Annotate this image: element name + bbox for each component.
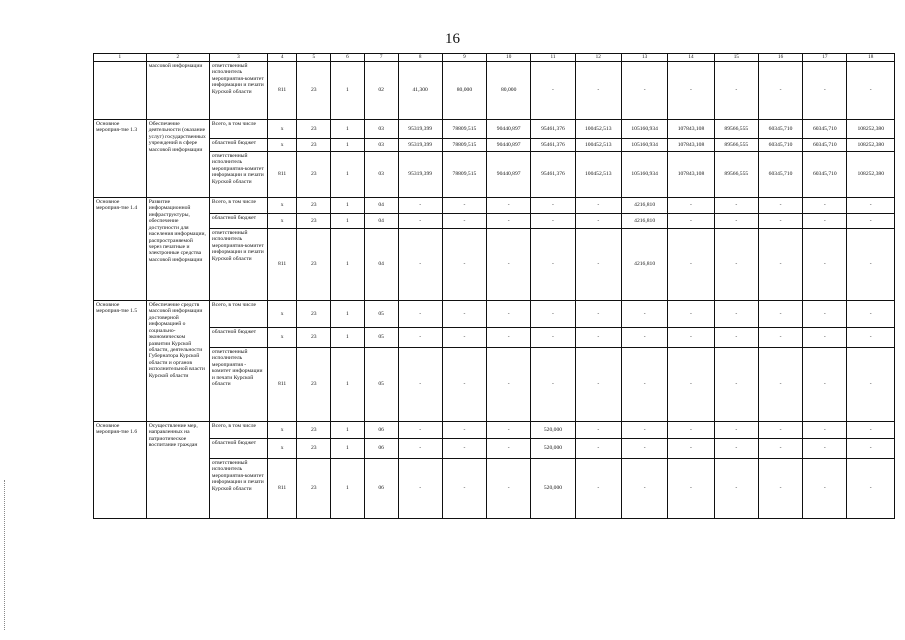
measure-code-cell: Основное мероприя-тие 1.3 [94,120,147,198]
value-cell: - [714,198,758,214]
value-cell: - [398,198,442,214]
value-cell: 95461,376 [531,120,575,139]
value-cell: - [531,328,575,348]
value-cell: 1 [331,120,365,139]
value-cell: 1 [331,152,365,198]
value-cell: 811 [267,62,297,120]
value-cell: - [621,62,667,120]
value-cell: - [575,439,621,459]
value-cell: - [442,198,486,214]
value-cell: 60345,710 [803,120,847,139]
value-cell: - [487,459,531,519]
value-cell: 1 [331,348,365,422]
value-cell: 04 [364,229,398,301]
value-cell: 1 [331,459,365,519]
table-row [94,120,895,139]
source-cell: Всего, в том числе [209,301,267,328]
value-cell: - [442,439,486,459]
value-cell: 107843,108 [668,152,714,198]
value-cell: - [668,348,714,422]
value-cell: - [621,422,667,439]
value-cell: 89566,555 [714,120,758,139]
value-cell: 04 [364,214,398,229]
measure-title-cell: Обеспечение средств массовой информации достоверной информацией о социально-экономическом развитии Курской области, деятельности Губернатора Курской области и органов исполнительной власти Курской области [146,301,209,422]
value-cell: 80,000 [487,62,531,120]
column-number: 18 [847,54,895,62]
value-cell: - [758,348,802,422]
value-cell: 04 [364,198,398,214]
value-cell: - [758,328,802,348]
value-cell: 23 [297,62,331,120]
value-cell: 06 [364,422,398,439]
value-cell: - [531,301,575,328]
column-number: 16 [758,54,802,62]
value-cell: - [398,348,442,422]
value-cell: - [668,229,714,301]
value-cell: - [575,214,621,229]
value-cell: 23 [297,214,331,229]
source-cell: ответственный исполнитель мероприятия-комитет информации и печати Курской области [209,459,267,519]
value-cell: - [803,328,847,348]
value-cell: - [803,439,847,459]
value-cell: - [847,348,895,422]
value-cell: 05 [364,301,398,328]
value-cell: - [487,328,531,348]
column-number-row [94,54,895,62]
column-number: 9 [442,54,486,62]
source-cell: областной бюджет [209,439,267,459]
column-number: 2 [146,54,209,62]
value-cell: 06 [364,439,398,459]
value-cell: x [267,328,297,348]
value-cell: 100452,513 [575,120,621,139]
source-cell: Всего, в том числе [209,120,267,139]
source-cell: областной бюджет [209,328,267,348]
value-cell: - [668,328,714,348]
budget-table [93,53,895,519]
value-cell: - [621,301,667,328]
value-cell: 23 [297,422,331,439]
value-cell: 23 [297,301,331,328]
value-cell: 95461,376 [531,139,575,152]
value-cell: - [803,422,847,439]
value-cell: 107843,108 [668,120,714,139]
value-cell: - [758,229,802,301]
value-cell: x [267,422,297,439]
value-cell: - [487,348,531,422]
value-cell: 90440,897 [487,152,531,198]
value-cell: 108252,380 [847,152,895,198]
value-cell: 60345,710 [758,152,802,198]
value-cell: 03 [364,139,398,152]
column-number: 6 [331,54,365,62]
value-cell: - [803,62,847,120]
table-row [94,139,895,152]
value-cell: 1 [331,301,365,328]
value-cell: 105160,934 [621,139,667,152]
value-cell: - [442,422,486,439]
value-cell: - [398,422,442,439]
value-cell: - [714,328,758,348]
measure-title-cell: Развитие информационной инфраструктуры, обеспечение доступности для населения информации, распространяемой через печатные и электронные средства массовой информации [146,198,209,301]
value-cell: 1 [331,62,365,120]
value-cell: - [575,198,621,214]
measure-code-cell [94,62,147,120]
source-cell: ответственный исполнитель мероприятия-комитет информации и печати Курской области [209,62,267,120]
value-cell: 107843,108 [668,139,714,152]
value-cell: 4216,810 [621,229,667,301]
value-cell: - [621,439,667,459]
value-cell: - [487,422,531,439]
value-cell: 23 [297,198,331,214]
measure-code-cell: Основное мероприя-тие 1.4 [94,198,147,301]
value-cell: - [575,62,621,120]
value-cell: - [531,214,575,229]
value-cell: - [575,348,621,422]
value-cell: 105160,934 [621,152,667,198]
column-number: 12 [575,54,621,62]
value-cell: 108252,380 [847,120,895,139]
table-row [94,459,895,519]
value-cell: - [758,62,802,120]
measure-title-cell: массовой информации [146,62,209,120]
value-cell: - [714,229,758,301]
value-cell: - [714,439,758,459]
value-cell: x [267,120,297,139]
column-number: 3 [209,54,267,62]
value-cell: 23 [297,439,331,459]
value-cell: - [668,214,714,229]
value-cell: 60345,710 [803,152,847,198]
value-cell: - [621,328,667,348]
value-cell: - [803,348,847,422]
value-cell: 90440,897 [487,120,531,139]
table-row [94,198,895,214]
measure-code-cell: Основное мероприя-тие 1.5 [94,301,147,422]
value-cell: 78809,515 [442,120,486,139]
value-cell: x [267,139,297,152]
value-cell: 520,000 [531,459,575,519]
value-cell: 105160,934 [621,120,667,139]
value-cell: 1 [331,422,365,439]
value-cell: 95319,399 [398,152,442,198]
value-cell: 811 [267,152,297,198]
value-cell: 23 [297,229,331,301]
value-cell: - [714,214,758,229]
value-cell: - [487,214,531,229]
source-cell: областной бюджет [209,139,267,152]
value-cell: 02 [364,62,398,120]
value-cell: - [398,459,442,519]
value-cell: x [267,301,297,328]
value-cell: - [442,459,486,519]
value-cell: 89566,555 [714,139,758,152]
value-cell: - [442,328,486,348]
column-number: 11 [531,54,575,62]
value-cell: - [442,229,486,301]
value-cell: x [267,198,297,214]
value-cell: 95319,399 [398,139,442,152]
value-cell: 90440,897 [487,139,531,152]
value-cell: 41,300 [398,62,442,120]
value-cell: 4216,810 [621,198,667,214]
value-cell: - [668,301,714,328]
value-cell: 23 [297,328,331,348]
value-cell: 03 [364,152,398,198]
value-cell: - [531,198,575,214]
value-cell: - [531,229,575,301]
value-cell: 06 [364,459,398,519]
table-row [94,229,895,301]
value-cell: - [803,229,847,301]
value-cell: - [575,328,621,348]
value-cell: - [847,301,895,328]
value-cell: - [668,422,714,439]
value-cell: - [575,422,621,439]
value-cell: 23 [297,120,331,139]
column-number: 1 [94,54,147,62]
value-cell: - [758,439,802,459]
value-cell: - [803,459,847,519]
value-cell: - [758,459,802,519]
value-cell: 1 [331,439,365,459]
value-cell: 1 [331,229,365,301]
table-row [94,214,895,229]
value-cell: 60345,710 [758,120,802,139]
value-cell: 03 [364,120,398,139]
table-row [94,62,895,120]
value-cell: - [714,62,758,120]
value-cell: - [668,198,714,214]
value-cell: - [847,328,895,348]
column-number: 4 [267,54,297,62]
value-cell: 108252,380 [847,139,895,152]
value-cell: 520,000 [531,422,575,439]
value-cell: - [442,214,486,229]
value-cell: 80,000 [442,62,486,120]
value-cell: 811 [267,348,297,422]
value-cell: - [668,459,714,519]
column-number: 17 [803,54,847,62]
table-row [94,439,895,459]
value-cell: - [531,62,575,120]
value-cell: - [575,229,621,301]
value-cell: - [714,422,758,439]
value-cell: 1 [331,214,365,229]
value-cell: - [803,198,847,214]
value-cell: - [398,229,442,301]
value-cell: - [621,348,667,422]
value-cell: 78809,515 [442,139,486,152]
column-number: 15 [714,54,758,62]
measure-title-cell: Осуществление мер, направленных на патриотическое воспитание граждан [146,422,209,519]
value-cell: 1 [331,139,365,152]
value-cell: 1 [331,198,365,214]
value-cell: - [803,301,847,328]
value-cell: 23 [297,459,331,519]
value-cell: 100452,513 [575,152,621,198]
column-number: 10 [487,54,531,62]
value-cell: - [621,459,667,519]
value-cell: - [714,459,758,519]
value-cell: - [758,301,802,328]
value-cell: 23 [297,152,331,198]
value-cell: - [847,439,895,459]
margin-rule [4,480,6,630]
measure-title-cell: Обеспечение деятельности (оказание услуг) государственных учреждений в сфере массовой информации [146,120,209,198]
source-cell: Всего, в том числе [209,198,267,214]
table-row [94,152,895,198]
value-cell: x [267,214,297,229]
value-cell: - [442,301,486,328]
column-number: 7 [364,54,398,62]
table-row [94,328,895,348]
value-cell: 60345,710 [758,139,802,152]
value-cell: 23 [297,348,331,422]
column-number: 8 [398,54,442,62]
value-cell: - [487,439,531,459]
value-cell: 1 [331,328,365,348]
value-cell: - [398,214,442,229]
value-cell: 05 [364,348,398,422]
value-cell: - [758,198,802,214]
source-cell: ответственный исполнитель мероприятия - комитет информации и печати Курской области [209,348,267,422]
value-cell: - [847,198,895,214]
value-cell: 95461,376 [531,152,575,198]
value-cell: - [487,229,531,301]
value-cell: - [531,348,575,422]
value-cell: x [267,439,297,459]
value-cell: 811 [267,229,297,301]
value-cell: - [847,229,895,301]
value-cell: - [758,214,802,229]
value-cell: 78809,515 [442,152,486,198]
value-cell: - [847,62,895,120]
value-cell: - [847,422,895,439]
value-cell: - [398,439,442,459]
source-cell: ответственный исполнитель мероприятия-комитет информации и печати Курской области [209,229,267,301]
page-number: 16 [445,31,460,47]
column-number: 14 [668,54,714,62]
table-row [94,422,895,439]
source-cell: Всего, в том числе [209,422,267,439]
table-row [94,301,895,328]
value-cell: - [398,328,442,348]
value-cell: 60345,710 [803,139,847,152]
value-cell: - [487,198,531,214]
value-cell: - [442,348,486,422]
value-cell: - [575,301,621,328]
value-cell: 05 [364,328,398,348]
column-number: 13 [621,54,667,62]
value-cell: - [487,301,531,328]
value-cell: - [668,439,714,459]
value-cell: - [847,459,895,519]
value-cell: - [758,422,802,439]
value-cell: - [803,214,847,229]
measure-code-cell: Основное мероприя-тие 1.6 [94,422,147,519]
value-cell: 95319,399 [398,120,442,139]
source-cell: ответственный исполнитель мероприятия-комитет информации и печати Курской области [209,152,267,198]
value-cell: - [714,348,758,422]
value-cell: 520,000 [531,439,575,459]
value-cell: - [575,459,621,519]
value-cell: 23 [297,139,331,152]
source-cell: областной бюджет [209,214,267,229]
value-cell: 100452,513 [575,139,621,152]
value-cell: 89566,555 [714,152,758,198]
column-number: 5 [297,54,331,62]
value-cell: - [847,214,895,229]
value-cell: - [714,301,758,328]
value-cell: 4216,810 [621,214,667,229]
value-cell: - [668,62,714,120]
value-cell: 811 [267,459,297,519]
table-row [94,348,895,422]
value-cell: - [398,301,442,328]
